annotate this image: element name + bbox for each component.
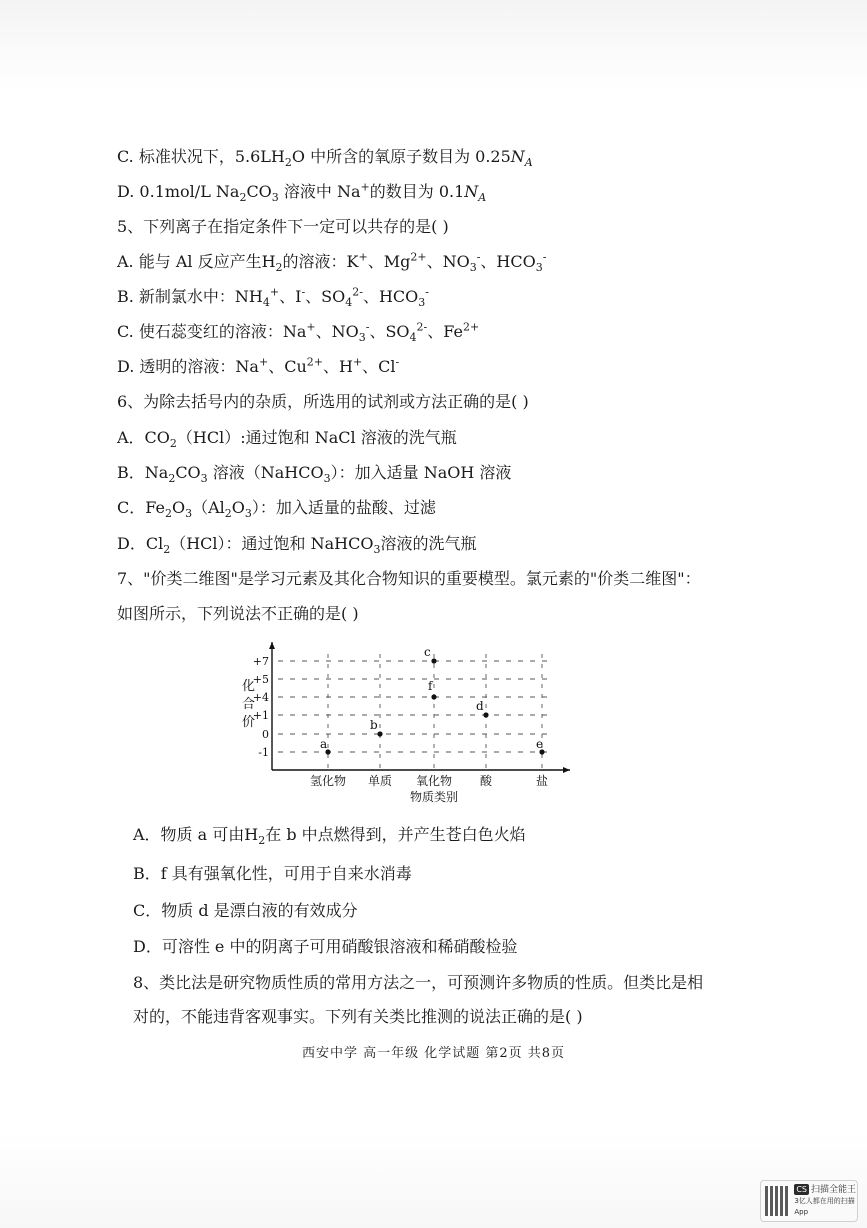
point-label-a: a: [320, 737, 328, 751]
point-f: [431, 694, 436, 699]
point-label-b: b: [370, 718, 378, 732]
y-tick-label-0: +7: [252, 655, 269, 668]
y-tick-label-1: +5: [252, 673, 269, 686]
category-label-4: 盐: [535, 774, 549, 788]
option-a-q6: A．$CO_2(HCl)$:通过饱和 NaCl 溶液的洗气瓶: [117, 428, 457, 451]
point-label-e: e: [536, 737, 544, 751]
category-label-3: 酸: [479, 774, 493, 788]
page-footer: 西安中学 高一年级 化学试题 第2页 共8页: [301, 1046, 566, 1061]
y-tick-label-2: +4: [252, 691, 269, 704]
question-7-stem-2: 如图所示，下列说法不正确的是( ): [117, 604, 359, 623]
y-axis-label-char-0: 化: [242, 679, 256, 694]
x-axis-arrow: [563, 767, 570, 773]
category-label-1: 单质: [367, 774, 393, 788]
option-c-q7: C．物质 d 是漂白液的有效成分: [133, 901, 358, 920]
point-label-f: f: [428, 679, 433, 693]
point-b: [377, 731, 382, 736]
point-d: [483, 712, 488, 717]
scan-logo: CS: [796, 1185, 808, 1194]
option-a-q5: A. 能与 Al 反应产生$H_2$的溶液：K+、$Mg^{2+}$、$NO_3^-$、$HCO_3^-$: [117, 250, 547, 275]
y-tick-label-5: -1: [258, 746, 269, 759]
option-b-q5: B. 新制氯水中：$NH_4^+$、I-、$SO_4^{2-}$、$HCO_3^-$: [117, 285, 430, 310]
option-b-q7: B．f 具有强氧化性，可用于自来水消毒: [133, 864, 412, 883]
qr-code-icon: [765, 1186, 790, 1216]
y-axis-label-char-1: 合: [242, 697, 256, 712]
question-6-stem: 6、为除去括号内的杂质，所选用的试剂或方法正确的是( ): [117, 392, 529, 411]
scan-app-badge: [760, 1180, 858, 1222]
option-c-q4: C. 标准状况下，$5.6LH_2O$ 中所含的氧原子数目为 $0.25N_A$: [117, 147, 533, 170]
category-label-0: 氢化物: [309, 774, 347, 788]
scan-badge-text: [794, 1184, 857, 1218]
question-5-stem: 5、下列离子在指定条件下一定可以共存的是( ): [117, 217, 449, 236]
option-a-q7: A．物质 a 可由$H_2$在 b 中点燃得到，并产生苍白色火焰: [133, 825, 526, 848]
option-b-q6: B．$Na_2CO_3$ 溶液（NaHCO$_3$）：加入适量 NaOH 溶液: [117, 463, 512, 486]
scan-sub: 3亿人都在用的扫描App: [794, 1197, 855, 1216]
option-c-q6: C．$Fe_2O_3(Al_2O_3)$：加入适量的盐酸、过滤: [117, 498, 436, 521]
y-axis-arrow: [269, 642, 275, 649]
question-8-stem-2: 对的，不能违背客观事实。下列有关类比推测的说法正确的是( ): [133, 1007, 583, 1026]
y-tick-label-4: 0: [262, 728, 269, 741]
point-label-d: d: [476, 699, 484, 713]
option-d-q6: D．$Cl_2(HCl)$：通过饱和 NaHCO$_3$溶液的洗气瓶: [117, 534, 477, 557]
question-8-stem: 8、类比法是研究物质性质的常用方法之一，可预测许多物质的性质。但类比是相: [133, 973, 704, 992]
scan-brand: 扫描全能王: [811, 1185, 857, 1195]
y-axis-label-char-2: 价: [242, 715, 256, 730]
option-d-q4: D. 0.1mol/L $Na_2CO_3$ 溶液中 Na+的数目为 $0.1N_A$: [117, 180, 487, 205]
x-axis-label: 物质类别: [409, 790, 459, 804]
y-tick-label-3: +1: [252, 709, 269, 722]
valence-class-chart: [230, 636, 575, 808]
question-7-stem: 7、"价类二维图"是学习元素及其化合物知识的重要模型。氯元素的"价类二维图"：: [117, 569, 701, 588]
chart-svg: [230, 636, 575, 808]
category-label-2: 氧化物: [415, 774, 453, 788]
option-d-q5: D. 透明的溶液：Na+、$Cu^{2+}$、H+、Cl-: [117, 355, 400, 376]
option-d-q7: D．可溶性 e 中的阴离子可用硝酸银溶液和稀硝酸检验: [133, 937, 518, 956]
point-label-c: c: [424, 645, 431, 659]
point-c: [431, 658, 436, 663]
option-c-q5: C. 使石蕊变红的溶液：Na+、$NO_3^-$、$SO_4^{2-}$、$Fe^{2+}$: [117, 320, 480, 345]
